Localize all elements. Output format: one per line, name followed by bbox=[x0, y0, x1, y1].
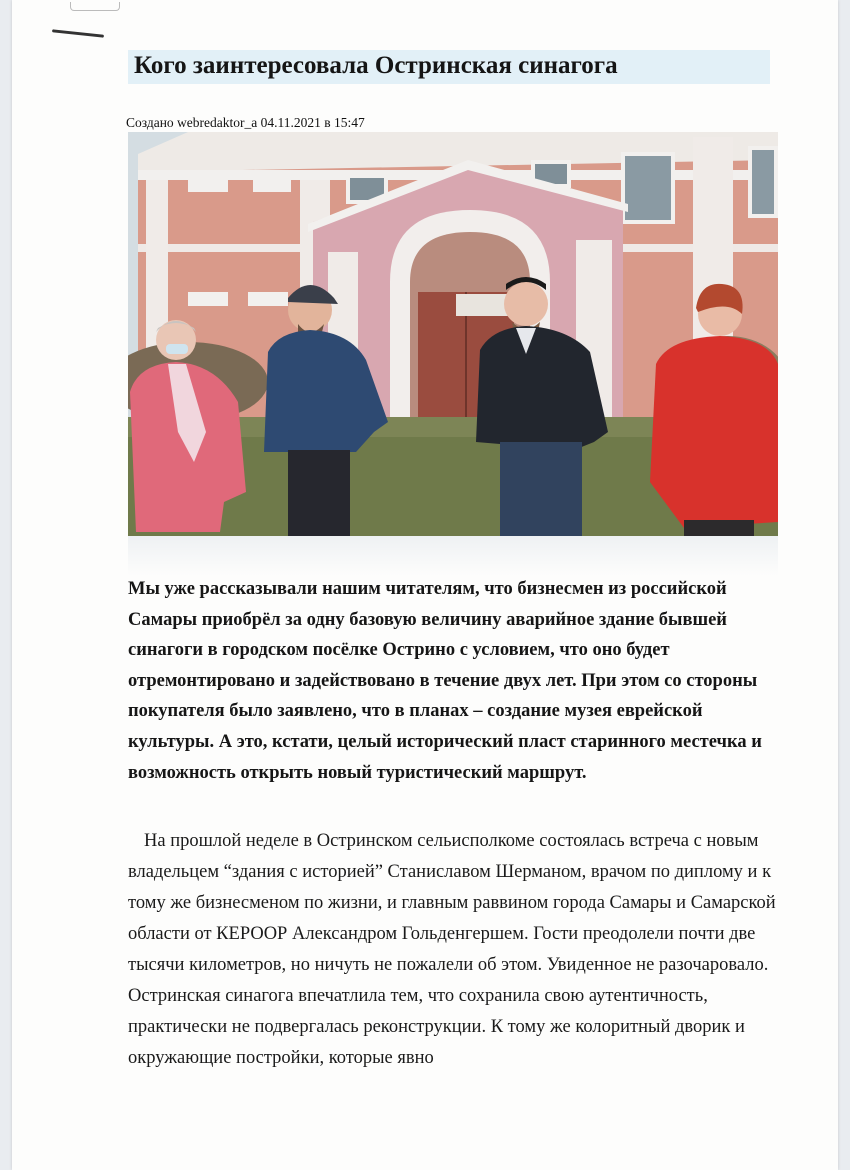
article-body bbox=[128, 826, 776, 1074]
pen-mark bbox=[52, 29, 104, 37]
staple-mark bbox=[70, 2, 120, 11]
photo-scan-shadow bbox=[128, 536, 778, 576]
article-photo bbox=[128, 132, 778, 536]
article-lead bbox=[128, 574, 772, 788]
lead-paragraph: Мы уже рассказывали нашим читателям, что бизнесмен из российской Самары приобрёл за одну базовую величину аварийное здание бывшей синагоги в городском посёлке Острино с условием, что оно будет отремонтировано и задействовано в течение двух лет. При этом со стороны покупателя было заявлено, что в планах – создание музея еврейской культуры. А это, кстати, целый исторический пласт старинного местечка и возможность открыть новый туристический маршрут. bbox=[128, 579, 762, 783]
article-meta: Создано webredaktor_a 04.11.2021 в 15:47 bbox=[126, 115, 365, 130]
article-title: Кого заинтересовала Остринская синагога bbox=[134, 52, 618, 79]
body-paragraph: На прошлой неделе в Остринском сельисполкоме состоялась встреча с новым владельцем “здания с историей” Станиславом Шерманом, врачом по диплому и к тому же бизнесменом по жизни, и главным раввином города Самары и Самарской области от КЕРООР Александром Гольденгершем. Гости преодолели почти две тысячи километров, но ничуть не пожалели об этом. Увиденное не разочаровало. Остринская синагога впечатлила тем, что сохранила свою аутентичность, практически не подвергалась реконструкции. К тому же колоритный дворик и окружающие постройки, которые явно bbox=[128, 831, 776, 1068]
